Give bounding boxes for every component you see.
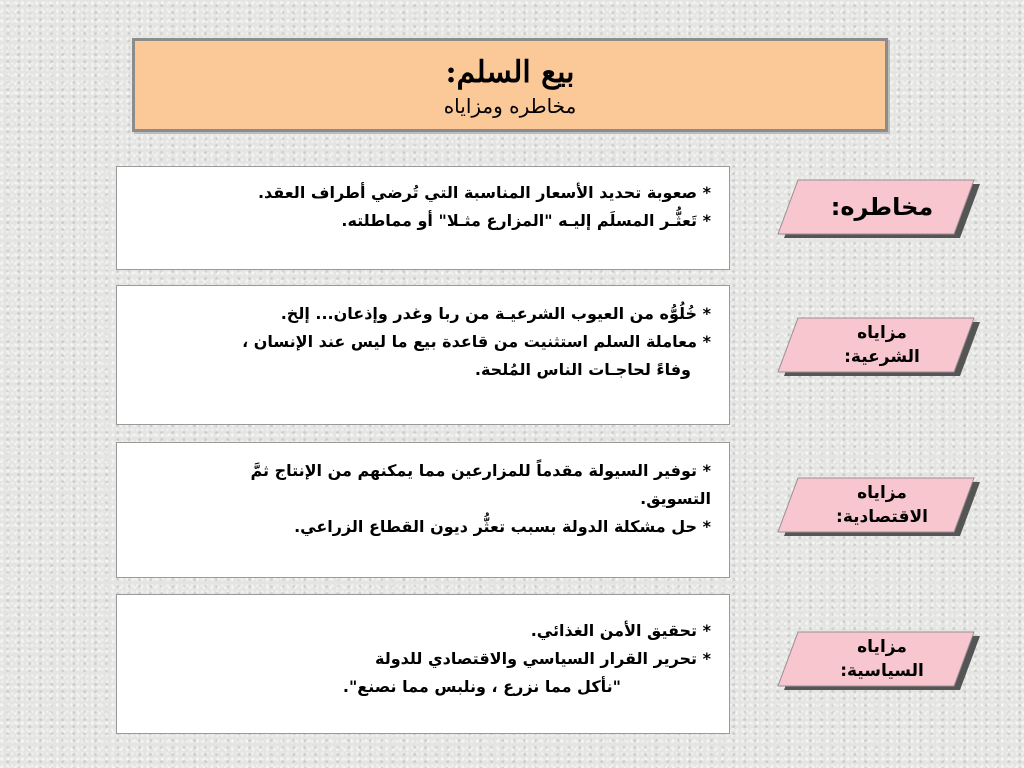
- legal-line-3: وفاءً لحاجـات الناس المُلحة.: [474, 360, 691, 379]
- risks-tag-label: [794, 178, 970, 236]
- risks-tag-line-1: مخاطره:: [830, 193, 934, 221]
- risk-line-1: * صعوبة تحديد الأسعار المناسبة التي تُرضي أطراف العقد.: [257, 183, 711, 202]
- economic-tag-line-2: الاقتصادية:: [836, 507, 928, 527]
- legal-line-1: * خُلُوُّه من العيوب الشرعيـة من ربا وغدر وإذعان... إلخ.: [280, 304, 711, 323]
- economic-advantages-tag: [774, 476, 982, 538]
- political-tag-line-2: السياسية:: [840, 661, 924, 681]
- political-tag-line-1: مزاياه: [857, 637, 907, 657]
- title-banner: [132, 38, 888, 132]
- economic-line-2: التسويق.: [640, 489, 711, 508]
- political-line-2: * تحرير القرار السياسي والاقتصادي للدولة: [375, 649, 711, 668]
- economic-line-3: * حل مشكلة الدولة بسبب تعثُّر ديون القطاع الزراعي.: [294, 517, 711, 536]
- legal-tag-line-1: مزاياه: [857, 323, 907, 343]
- political-line-1: * تحقيق الأمن الغذائي.: [530, 621, 711, 640]
- risk-line-2: * تَعثُّـر المسلَم إليـه "المزارع مثـلا" أو مماطلته.: [341, 211, 711, 230]
- economic-advantages-tag-label: [794, 476, 970, 534]
- economic-line-1: * توفير السيولة مقدماً للمزارعين مما يمكنهم من الإنتاج ثمَّ: [250, 461, 711, 480]
- page-title: بيع السلم:: [445, 55, 575, 90]
- economic-advantages-content-box: [116, 442, 730, 578]
- political-advantages-tag-label: [794, 630, 970, 688]
- risks-tag: [774, 178, 982, 240]
- political-line-3: "نأكل مما نزرع ، ونلبس مما نصنع".: [342, 677, 621, 696]
- legal-line-2: * معاملة السلم استثنيت من قاعدة بيع ما ليس عند الإنسان ،: [242, 332, 711, 351]
- economic-tag-line-1: مزاياه: [857, 483, 907, 503]
- political-advantages-tag: [774, 630, 982, 692]
- legal-advantages-tag-label: [794, 316, 970, 374]
- legal-advantages-tag: [774, 316, 982, 378]
- legal-tag-line-2: الشرعية:: [844, 347, 920, 367]
- political-advantages-content-box: [116, 594, 730, 734]
- page-subtitle: مخاطره ومزاياه: [443, 94, 577, 118]
- risks-content-box: [116, 166, 730, 270]
- legal-advantages-content-box: [116, 285, 730, 425]
